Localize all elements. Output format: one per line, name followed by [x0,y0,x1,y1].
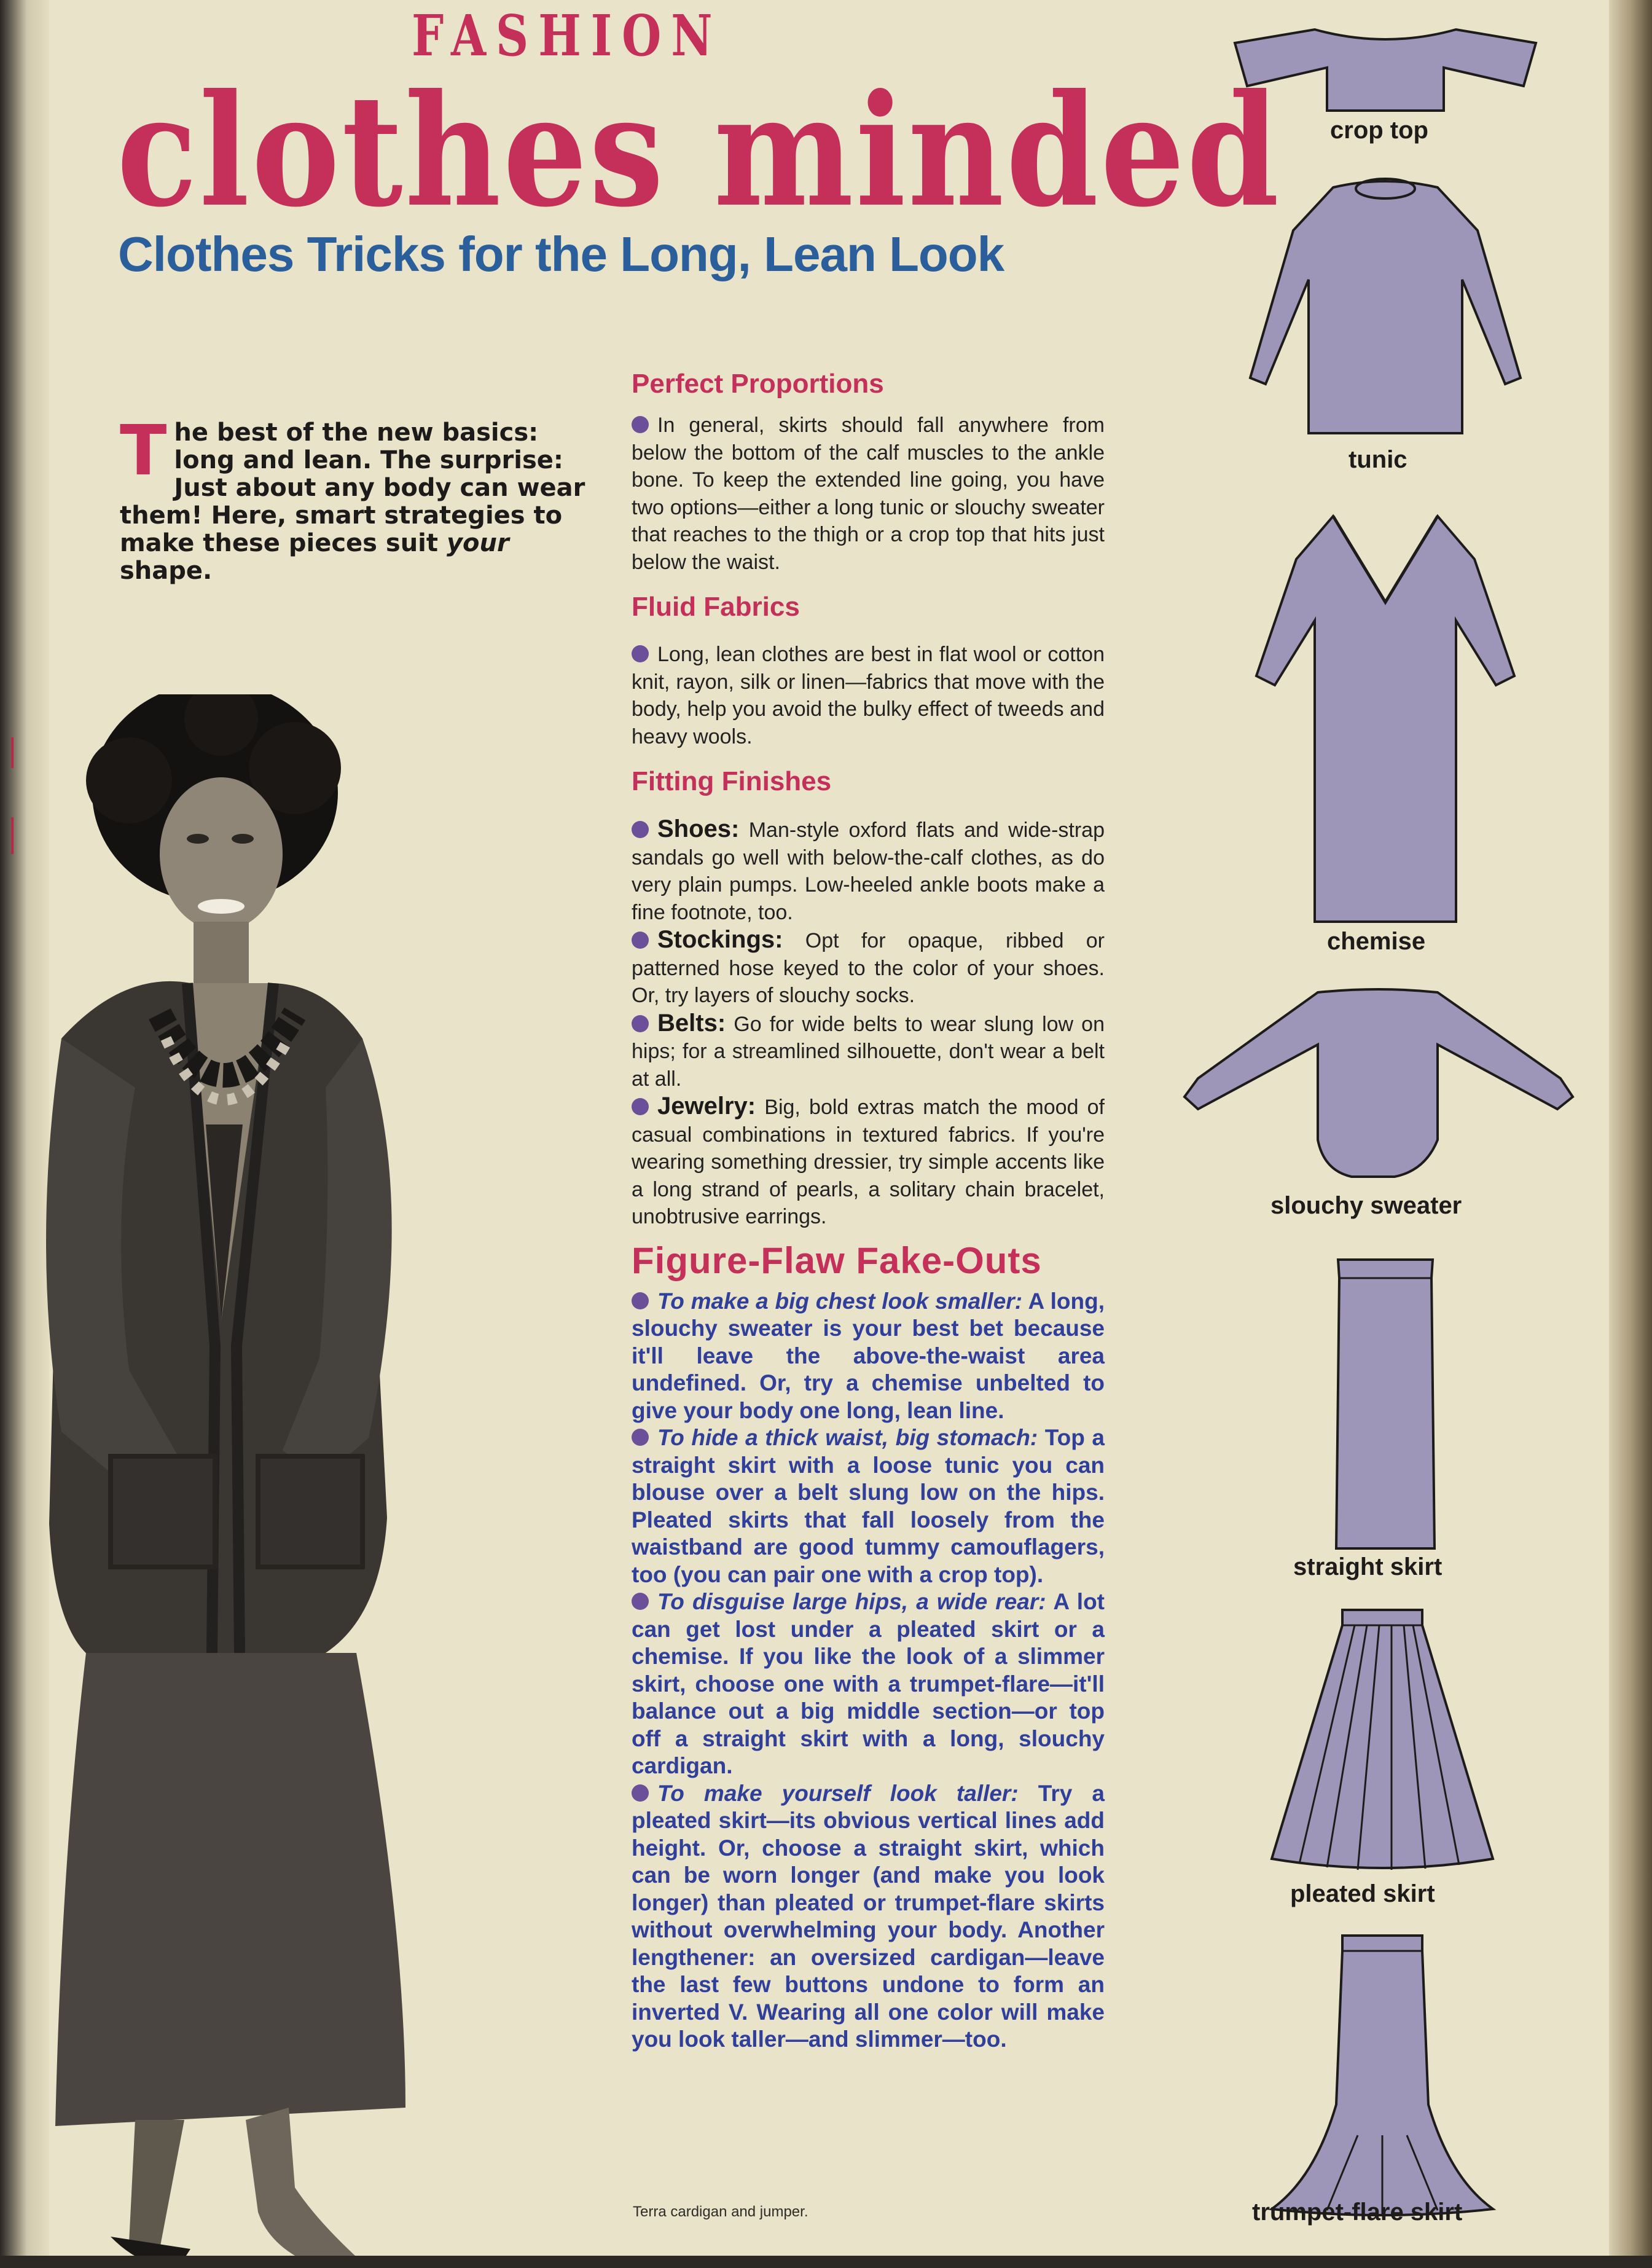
model-figure [46,694,405,2268]
bullet-icon [632,821,649,838]
crop-top-illustration [1229,25,1542,117]
label-pleated-skirt: pleated skirt [1290,1880,1435,1907]
label-chemise: chemise [1327,928,1426,955]
heading-perfect-proportions: Perfect Proportions [632,369,884,399]
heading-figure-flaw-fake-outs: Figure-Flaw Fake-Outs [632,1239,1042,1281]
belts-label: Belts: [657,1009,726,1037]
belts-text: Go for wide belts to wear slung low on hips; for a streamlined silhouette, don't wear a belt at all. [632,1012,1105,1091]
slouchy-sweater-illustration [1180,986,1579,1189]
tip-waist-lead: To hide a thick waist, big stomach: [657,1425,1038,1450]
fabrics-paragraph [632,641,1105,750]
tunic-illustration [1241,175,1530,439]
intro-end: shape. [120,557,213,585]
tip-hips-lead: To disguise large hips, a wide rear: [657,1589,1046,1614]
binding-mark [11,737,14,768]
bullet-icon [632,1784,649,1802]
label-trumpet-flare-skirt: trumpet-flare skirt [1252,2199,1463,2226]
stockings-label: Stockings: [657,926,783,953]
bullet-icon [632,1429,649,1446]
label-tunic: tunic [1349,446,1407,473]
intro-text: he best of the new basics: long and lean. The surprise: Just about any body can wear them! Here, smart strategies to make these pieces suit [120,418,585,557]
model-photo [37,694,590,2268]
bullet-icon [632,1292,649,1309]
proportions-paragraph [632,412,1105,576]
page-bottom-edge [0,2256,1652,2268]
tip-waist [632,1424,1105,1588]
intro-paragraph [120,411,593,585]
bullet-icon [632,1098,649,1115]
bullet-icon [632,932,649,949]
drop-cap: T [120,411,167,491]
jewelry-text: Big, bold extras match the mood of casual combinations in textured fabrics. If you're wearing something dressier, try simple accents like a long strand of pearls, a solitary chain bracelet, unobtrusive earrings. [632,1096,1105,1228]
heading-fluid-fabrics: Fluid Fabrics [632,592,800,622]
shoes-text: Man-style oxford flats and wide-strap sandals go well with below-the-calf clothes, as do very plain pumps. Low-heeled ankle boots make a fine footnote, too. [632,818,1105,924]
subheadline: Clothes Tricks for the Long, Lean Look [118,227,1004,281]
article-column [632,369,1105,2054]
proportions-text: In general, skirts should fall anywhere from below the bottom of the calf muscles to the ankle bone. To keep the extended line going, you have two options—either a long tunic or slouchy sweater that reaches to the thigh or a crop top that hits just below the waist. [632,414,1105,574]
bullet-icon [632,416,649,433]
fabrics-text: Long, lean clothes are best in flat wool or cotton knit, rayon, silk or linen—fabrics that move with the body, help you avoid the bulky effect of tweeds and heavy wools. [632,643,1105,748]
page-edge [1609,0,1652,2268]
chemise-illustration [1253,510,1517,928]
tip-chest-text: A long, slouchy sweater is your best bet because it'll leave the above-the-waist area undefined. Or, try a chemise unbelted to give your body one long, lean line. [632,1288,1105,1423]
jewelry-paragraph [632,1093,1105,1231]
straight-skirt-illustration [1321,1254,1450,1555]
tip-taller-lead: To make yourself look taller: [657,1780,1019,1806]
tip-chest-lead: To make a big chest look smaller: [657,1288,1023,1314]
binding-mark [11,817,14,854]
tip-taller [632,1780,1105,2054]
bullet-icon [632,1015,649,1032]
bullet-icon [632,1593,649,1610]
bullet-icon [632,645,649,662]
shoes-paragraph [632,815,1105,926]
stockings-paragraph [632,926,1105,1010]
tip-hips [632,1588,1105,1780]
label-crop-top: crop top [1330,117,1428,144]
intro-emphasis: your [446,529,509,557]
jewelry-label: Jewelry: [657,1093,756,1120]
tip-taller-text: Try a pleated skirt—its obvious vertical lines add height. Or, choose a straight skirt, which can be worn longer (and make you look longer) than pleated or trumpet-flare skirts without overwhelming your body. Another lengthener: an oversized cardigan—leave the last few buttons undone to form an inverted V. Wearing all one color will make you look taller—and slimmer—too. [632,1780,1105,2052]
shoes-label: Shoes: [657,815,740,842]
label-straight-skirt: straight skirt [1293,1553,1443,1580]
belts-paragraph [632,1010,1105,1093]
section-kicker: FASHION [412,2,722,69]
tip-hips-text: A lot can get lost under a pleated skirt or a chemise. If you like the look of a slimmer skirt, choose one with a trumpet-flare—it'll balance out a big middle section—or top off a straight skirt with a long, slouchy cardigan. [632,1589,1105,1778]
tip-chest [632,1288,1105,1425]
label-slouchy-sweater: slouchy sweater [1270,1192,1462,1219]
trumpet-flare-skirt-illustration [1266,1933,1499,2221]
photo-caption: Terra cardigan and jumper. [633,2203,808,2220]
pleated-skirt-illustration [1266,1607,1499,1877]
headline: clothes minded [117,60,1282,241]
tip-waist-text: Top a straight skirt with a loose tunic you can blouse over a belt slung low on the hips. Pleated skirts that fall loosely from the waistband are good tummy camouflagers, too (you can pair one with a crop top). [632,1425,1105,1587]
stockings-text: Opt for opaque, ribbed or patterned hose keyed to the color of your shoes. Or, try layers of slouchy socks. [632,929,1105,1007]
heading-fitting-finishes: Fitting Finishes [632,766,832,796]
